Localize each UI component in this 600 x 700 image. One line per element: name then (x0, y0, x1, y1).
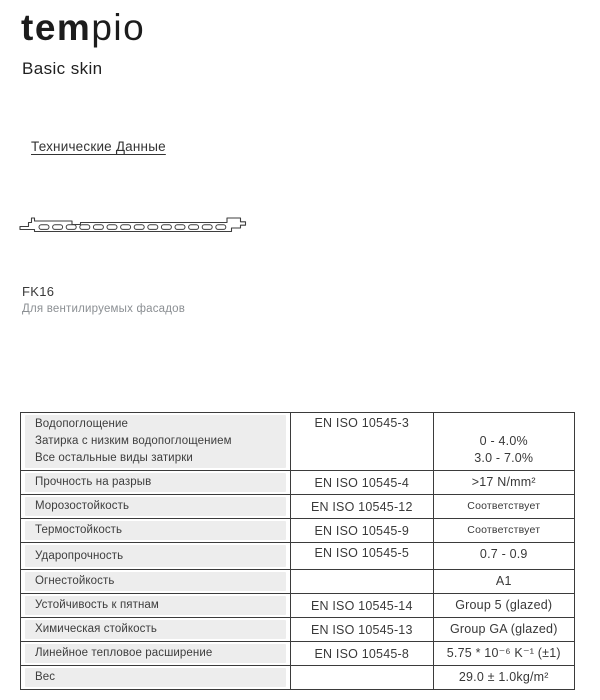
property-label: Термостойкость (35, 524, 123, 536)
property-shaded-box (25, 620, 286, 639)
brand-logo-bold: tem (21, 7, 92, 48)
product-code: FK16 (22, 284, 55, 299)
property-shaded-box (25, 545, 286, 567)
brand-logo (21, 8, 145, 49)
property-label: Морозостойкость (35, 500, 130, 512)
value-cell (433, 543, 574, 569)
value-text: Соответствует (467, 524, 541, 536)
property-label: Устойчивость к пятнам (35, 599, 159, 611)
property-label: Водопоглощение (35, 418, 129, 430)
value-text: Соответствует (467, 500, 541, 512)
value-text: >17 N/mm² (471, 475, 536, 489)
value-text: 0.7 - 0.9 (479, 547, 528, 561)
standard-cell: EN ISO 10545-14 (290, 594, 432, 617)
property-cell (21, 642, 290, 665)
property-cell (21, 413, 290, 470)
property-cell (21, 570, 290, 593)
table-row (21, 495, 574, 519)
standard-cell (290, 666, 432, 689)
property-shaded-box (25, 521, 286, 540)
value-cell (433, 594, 574, 617)
value-text: Group GA (glazed) (449, 622, 558, 636)
table-row (21, 543, 574, 570)
spec-table-body (21, 413, 574, 689)
standard-cell (290, 570, 432, 593)
property-label: Затирка с низким водопоглощением (35, 435, 232, 447)
spec-table (20, 412, 575, 690)
property-cell (21, 666, 290, 689)
property-label: Ударопрочность (35, 549, 124, 562)
property-label: Линейное тепловое расширение (35, 647, 213, 659)
technical-data-heading: Технические Данные (31, 139, 166, 154)
value-cell (433, 642, 574, 665)
table-row (21, 471, 574, 495)
brand-logo-light: pio (91, 7, 146, 48)
standard-cell: EN ISO 10545-12 (290, 495, 432, 518)
property-cell (21, 471, 290, 494)
standard-cell: EN ISO 10545-3 (290, 413, 432, 470)
property-shaded-box (25, 415, 286, 468)
panel-profile-drawing (18, 212, 254, 244)
table-row (21, 594, 574, 618)
value-cell (433, 519, 574, 542)
value-text: 5.75 * 10⁻⁶ K⁻¹ (±1) (446, 646, 561, 660)
property-shaded-box (25, 497, 286, 516)
table-row (21, 570, 574, 594)
value-text: 3.0 - 7.0% (474, 451, 534, 465)
value-text: Group 5 (glazed) (455, 598, 553, 612)
table-row (21, 642, 574, 666)
table-row (21, 519, 574, 543)
standard-cell: EN ISO 10545-13 (290, 618, 432, 641)
property-cell (21, 519, 290, 542)
property-label: Все остальные виды затирки (35, 452, 193, 464)
property-cell (21, 594, 290, 617)
product-line-subtitle: Basic skin (22, 59, 103, 78)
panel-cross-section-icon (18, 212, 254, 244)
product-description: Для вентилируемых фасадов (22, 303, 186, 315)
standard-cell: EN ISO 10545-9 (290, 519, 432, 542)
value-cell (433, 495, 574, 518)
property-cell (21, 618, 290, 641)
value-cell (433, 618, 574, 641)
table-row (21, 618, 574, 642)
property-shaded-box (25, 668, 286, 687)
property-shaded-box (25, 644, 286, 663)
table-row (21, 666, 574, 689)
property-label: Прочность на разрыв (35, 476, 152, 488)
property-shaded-box (25, 572, 286, 591)
value-cell (433, 471, 574, 494)
property-label: Огнестойкость (35, 575, 115, 587)
property-shaded-box (25, 473, 286, 492)
standard-cell: EN ISO 10545-5 (290, 543, 432, 569)
value-cell (433, 413, 574, 470)
value-text: 0 - 4.0% (479, 434, 528, 448)
property-cell (21, 495, 290, 518)
value-text: A1 (495, 574, 512, 588)
value-cell (433, 666, 574, 689)
value-text: 29.0 ± 1.0kg/m² (458, 670, 549, 684)
property-cell (21, 543, 290, 569)
standard-cell: EN ISO 10545-8 (290, 642, 432, 665)
property-label: Вес (35, 671, 56, 683)
value-cell (433, 570, 574, 593)
value-text (434, 416, 574, 433)
standard-cell: EN ISO 10545-4 (290, 471, 432, 494)
property-shaded-box (25, 596, 286, 615)
property-label: Химическая стойкость (35, 623, 157, 635)
table-row (21, 413, 574, 471)
